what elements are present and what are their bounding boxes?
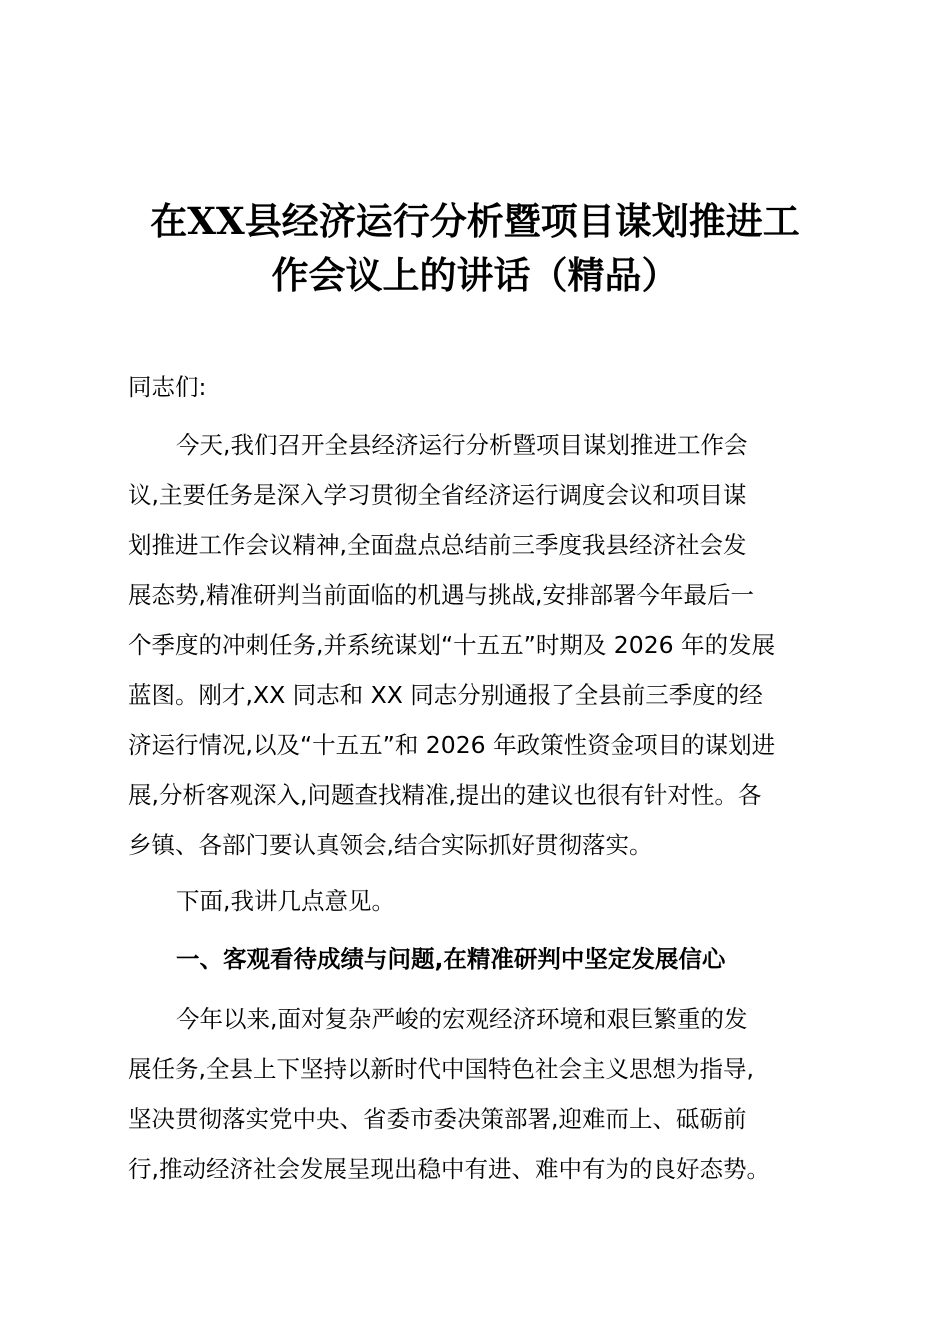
section-heading-block [128, 934, 828, 984]
document-title [120, 194, 830, 302]
paragraph-line: 今年以来,面对复杂严峻的宏观经济环境和艰巨繁重的发 [176, 1005, 748, 1033]
paragraph-line: 个季度的冲刺任务,并系统谋划“十五五”时期及 2026 年的发展 [128, 631, 776, 659]
salutation-block [128, 362, 828, 412]
paragraph-line: 划推进工作会议精神,全面盘点总结前三季度我县经济社会发 [128, 531, 747, 559]
title-line: 在XX县经济运行分析暨项目谋划推进工 [150, 199, 800, 243]
paragraph-line: 今天,我们召开全县经济运行分析暨项目谋划推进工作会 [176, 431, 748, 459]
title-line: 作会议上的讲话（精品） [271, 253, 679, 297]
paragraph-line: 蓝图。刚才,XX 同志和 XX 同志分别通报了全县前三季度的经 [128, 681, 763, 709]
paragraph-line: 行,推动经济社会发展呈现出稳中有进、难中有为的良好态势。 [128, 1155, 770, 1183]
paragraph-line: 乡镇、各部门要认真领会,结合实际抓好贯彻落实。 [128, 831, 653, 859]
paragraph-line: 济运行情况,以及“十五五”和 2026 年政策性资金项目的谋划进 [128, 731, 776, 759]
transition-paragraph [128, 876, 828, 926]
salutation: 同志们: [128, 373, 207, 401]
section-paragraph [128, 994, 828, 1194]
paragraph-line: 展,分析客观深入,问题查找精准,提出的建议也很有针对性。各 [128, 781, 762, 809]
paragraph-line: 议,主要任务是深入学习贯彻全省经济运行调度会议和项目谋 [128, 481, 747, 509]
section-heading: 一、客观看待成绩与问题,在精准研判中坚定发展信心 [176, 945, 726, 973]
paragraph-line: 下面,我讲几点意见。 [176, 887, 395, 915]
paragraph-line: 坚决贯彻落实党中央、省委市委决策部署,迎难而上、砥砺前 [128, 1105, 747, 1133]
opening-paragraph [128, 420, 828, 870]
paragraph-line: 展态势,精准研判当前面临的机遇与挑战,安排部署今年最后一 [128, 581, 754, 609]
paragraph-line: 展任务,全县上下坚持以新时代中国特色社会主义思想为指导, [128, 1055, 754, 1083]
